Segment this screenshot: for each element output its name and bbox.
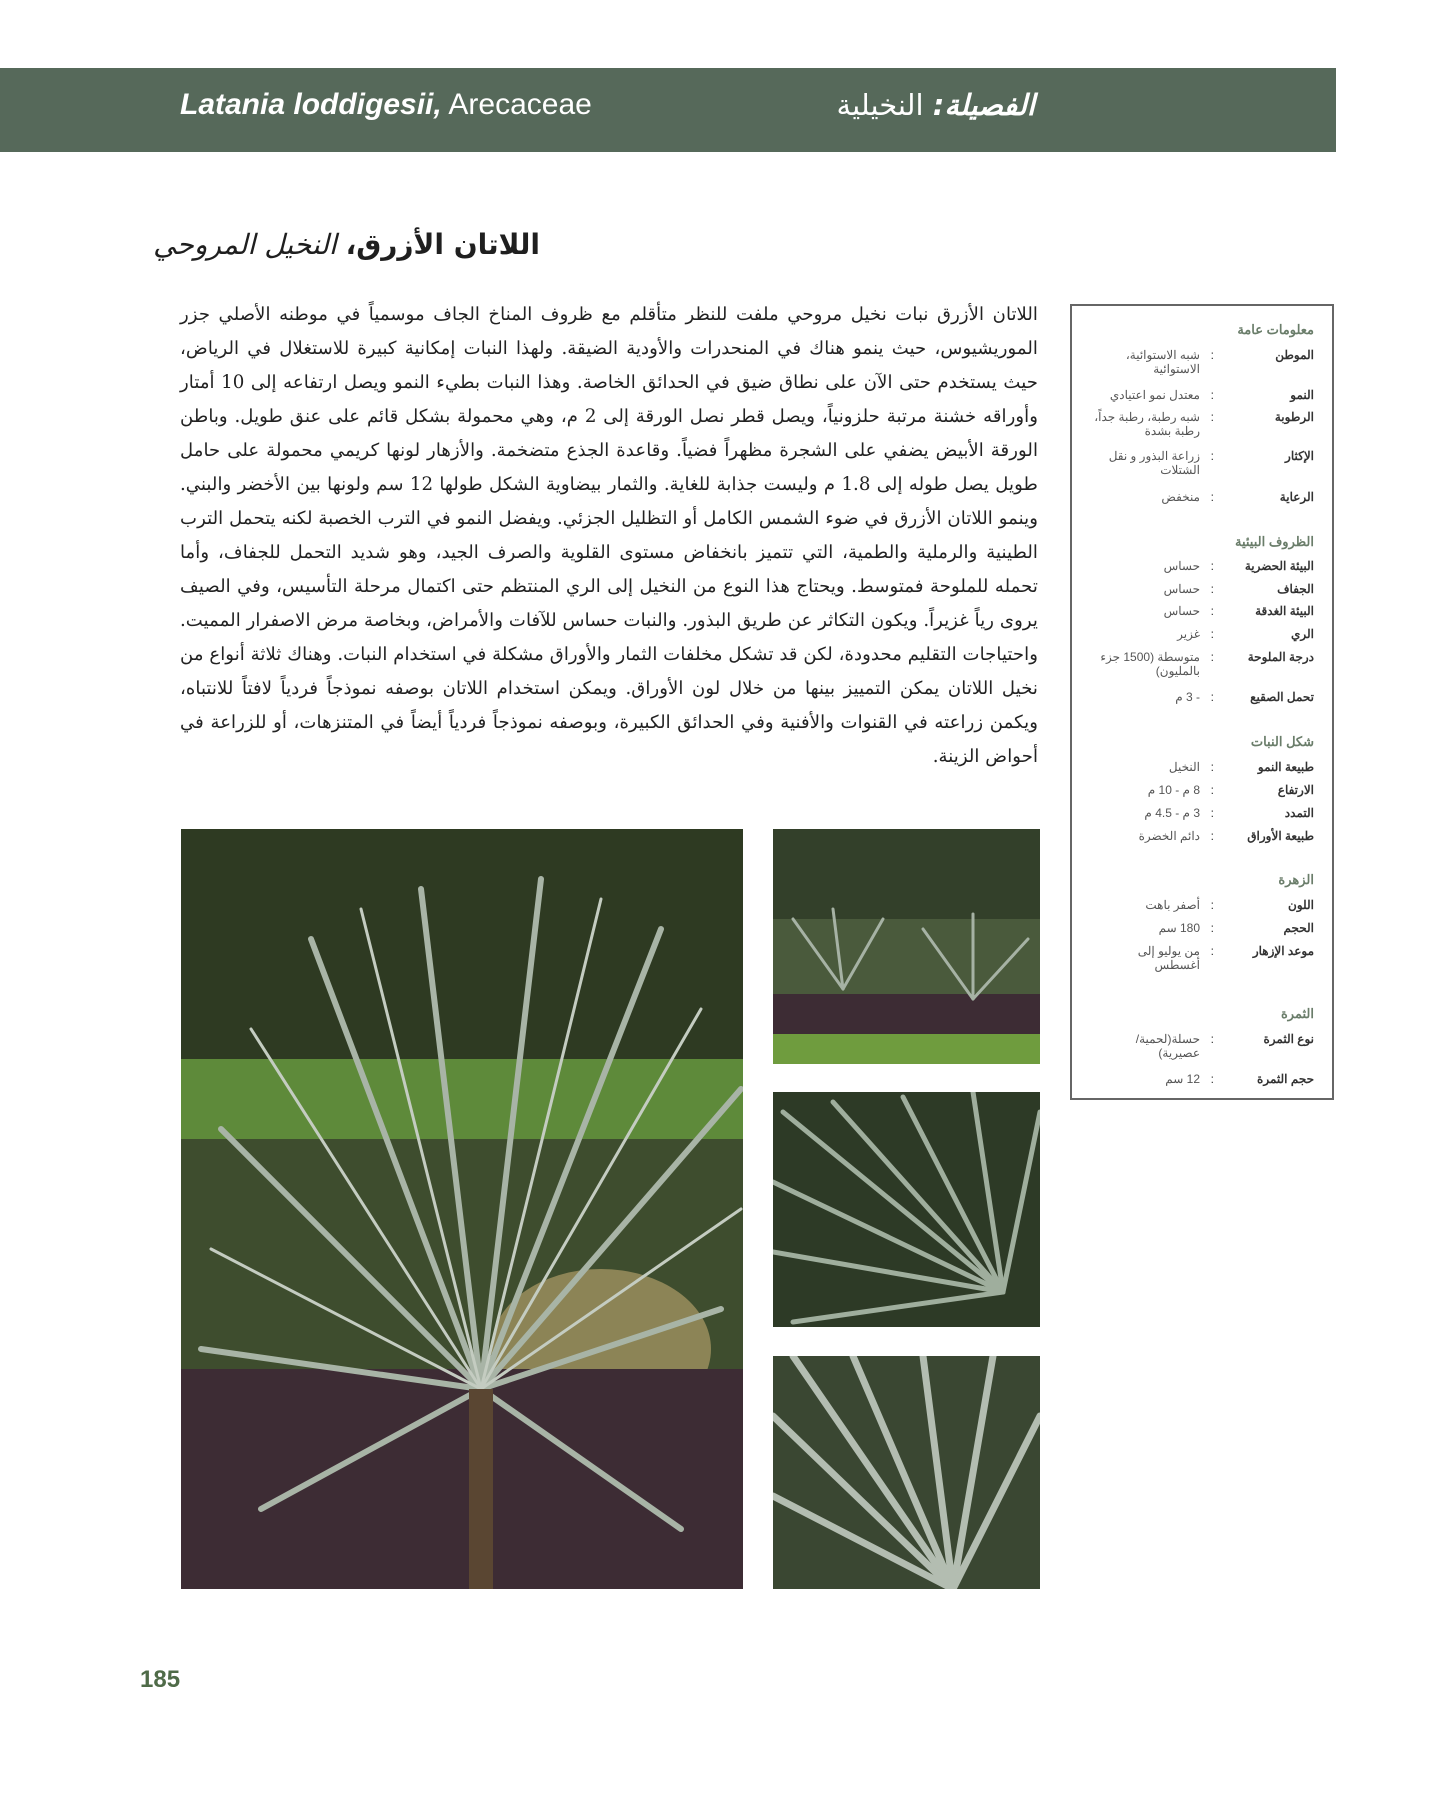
info-value: 180 سم [1158, 921, 1200, 935]
info-label: الري [1290, 627, 1314, 641]
info-label: النمو [1290, 388, 1314, 402]
title-main: اللاتان الأزرق، [345, 228, 540, 261]
info-label: الارتفاع [1277, 783, 1314, 797]
info-value: 3 م - 4.5 م [1144, 806, 1200, 820]
title-alt: النخيل المروحي [153, 228, 337, 261]
info-value: حساس [1163, 582, 1200, 596]
info-label: الرطوبة [1274, 410, 1314, 424]
section-title-general: معلومات عامة [1237, 322, 1314, 337]
info-value: من يوليو إلى أغسطس [1137, 944, 1200, 972]
info-label: حجم الثمرة [1257, 1072, 1314, 1086]
info-sidebar: معلومات عامة الموطن : شبه الاستوائية، الاستوائية النمو : معتدل نمو اعتيادي الرطوبة : شبه رطبة، رطبة جداً، رطبة بشدة الإكثار : زراعة البذور و نقل الشتلات الرعاية : منخفض الظروف البيئية البيئة الحضرية : حساس الجفاف : حساس البيئة الغدقة : حساس الري : غزير درجة الملوحة : متوسطة (1500 جزء بالمليون) تحمل الصقيع : - 3 م شكل النبات طبيعة النمو : النخيل الارتفاع : 8 م - 10 م التمدد : 3 م - 4.5 م طبيعة الأوراق : دائم الخضرة الزهرة اللون : أصفر باهت الحجم : 180 سم موعد الإزهار : من يوليو إلى أغسطس الثمرة نوع الثمرة : حسلة(لحمية/ عصيرية) حجم الثمرة : 12 سم [1070, 304, 1334, 1100]
info-value: متوسطة (1500 جزء بالمليون) [1100, 650, 1200, 678]
info-label: البيئة الحضرية [1244, 559, 1314, 573]
info-value: غزير [1177, 627, 1200, 641]
info-label: درجة الملوحة [1247, 650, 1314, 664]
info-label: طبيعة الأوراق [1247, 829, 1314, 843]
info-value: أصفر باهت [1145, 898, 1200, 912]
info-label: طبيعة النمو [1257, 760, 1314, 774]
info-value: شبه رطبة، رطبة جداً، رطبة بشدة [1094, 410, 1200, 438]
species-name: Latania loddigesii, [180, 88, 442, 121]
palm-closeup-photo [773, 1356, 1040, 1589]
info-label: الجفاف [1277, 582, 1314, 596]
family-value: النخيلية [836, 88, 924, 122]
info-label: البيئة الغدقة [1255, 604, 1314, 618]
info-label: الحجم [1283, 921, 1314, 935]
section-title-flower: الزهرة [1278, 872, 1314, 887]
family-arabic [837, 88, 1035, 122]
info-value: - 3 م [1175, 690, 1200, 704]
section-title-fruit: الثمرة [1281, 1006, 1314, 1021]
info-value: دائم الخضرة [1138, 829, 1200, 843]
info-label: الرعاية [1279, 490, 1314, 504]
info-value: حساس [1163, 559, 1200, 573]
info-value: النخيل [1168, 760, 1200, 774]
info-label: اللون [1288, 898, 1314, 912]
info-label: موعد الإزهار [1252, 944, 1314, 958]
info-value: حساس [1163, 604, 1200, 618]
info-value: معتدل نمو اعتيادي [1109, 388, 1200, 402]
info-value: منخفض [1161, 490, 1200, 504]
palm-garden-photo [773, 829, 1040, 1064]
info-value: 12 سم [1165, 1072, 1200, 1086]
info-label: الموطن [1275, 348, 1314, 362]
info-value: زراعة البذور و نقل الشتلات [1108, 449, 1200, 477]
info-label: تحمل الصقيع [1250, 690, 1314, 704]
info-value: حسلة(لحمية/ عصيرية) [1135, 1032, 1200, 1060]
info-value: شبه الاستوائية، الاستوائية [1125, 348, 1200, 376]
section-title-form: شكل النبات [1250, 734, 1314, 749]
family-label: الفصيلة: [932, 88, 1035, 122]
page-title [153, 228, 540, 261]
family-latin: Arecaceae [448, 88, 592, 121]
info-label: الإكثار [1285, 449, 1314, 463]
info-value: 8 م - 10 م [1147, 783, 1200, 797]
info-label: التمدد [1284, 806, 1314, 820]
page-number: 185 [140, 1666, 181, 1693]
description-paragraph: اللاتان الأزرق نبات نخيل مروحي ملفت للنظر متأقلم مع ظروف المناخ الجاف موسمياً في موطنه الأصلي جزر الموريشيوس، حيث ينمو هناك في المنحدرات والأودية الضيقة. ولهذا النبات إمكانية كبيرة للاستغلال في الرياض، حيث يستخدم حتى الآن على نطاق ضيق في الحدائق الخاصة. وهذا النبات بطيء النمو ويصل ارتفاعه إلى 10 أمتار وأوراقه خشنة مرتبة حلزونياً، ويصل قطر نصل الورقة إلى 2 م، وهي محمولة بشكل قائم على عنق طويل. وباطن الورقة الأبيض يضفي على الشجرة مظهراً فضياً. وقاعدة الجذع متضخمة. والأزهار لونها كريمي محمولة على حامل طويل يصل طوله إلى 1.8 م وليست جذابة للغاية. والثمار بيضاوية الشكل طولها 12 سم ولونها بين الأخضر والبني. وينمو اللاتان الأزرق في ضوء الشمس الكامل أو التظليل الجزئي. ويفضل النمو في الترب الخصبة لكنه يتحمل الترب الطينية والرملية والطمية، التي تتميز بانخفاض مستوى القلوية والصرف الجيد، وهو شديد التحمل للجفاف، وأما تحمله للملوحة فمتوسط. ويحتاج هذا النوع من النخيل إلى الري المنتظم حتى اكتمال مرحلة التأسيس، وفي الصيف يروى رياً غزيراً. ويكون التكاثر عن طريق البذور. والنبات حساس للآفات والأمراض، وبخاصة مرض الاصفرار المميت. واحتياجات التقليم محدودة، لكن قد تشكل مخلفات الثمار والأوراق مشكلة في استخدام النبات. وهناك ثلاثة أنواع من نخيل اللاتان يمكن التمييز بينها من خلال لون الأوراق. ويمكن استخدام اللاتان بوصفه نموذجاً فردياً لافتاً للانتباه، ويكمن زراعته في القنوات والأفنية وفي الحدائق الكبيرة، وبوصفه نموذجاً فردياً أيضاً في المتنزهات، أو للزراعة في أحواض الزينة. [180, 304, 1038, 767]
palm-main-photo [181, 829, 743, 1589]
section-title-environment: الظروف البيئية [1234, 534, 1314, 549]
info-label: نوع الثمرة [1263, 1032, 1314, 1046]
palm-leaf-photo [773, 1092, 1040, 1327]
scientific-name [180, 88, 592, 122]
